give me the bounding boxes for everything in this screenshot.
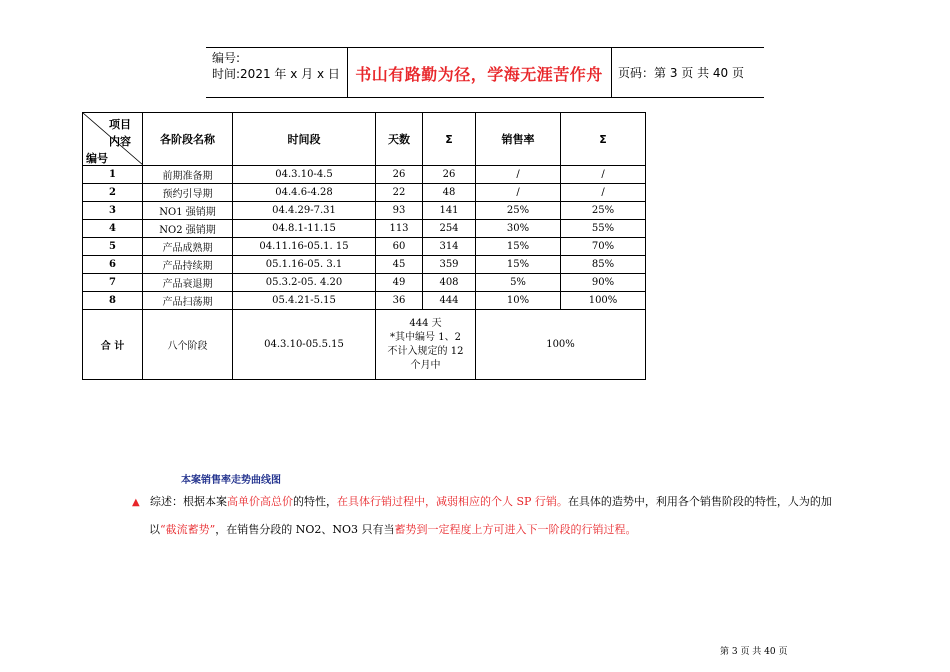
cell-days-sum: 26 [423, 166, 476, 184]
total-days-line: 444 天 [409, 317, 442, 329]
cell-row-number: 5 [83, 238, 143, 256]
total-label: 合 计 [83, 310, 143, 380]
cell-days-sum: 48 [423, 184, 476, 202]
cell-rate-sum: 90% [561, 274, 646, 292]
cell-stage-name: 产品衰退期 [143, 274, 233, 292]
table-body [83, 166, 646, 310]
header-number-label: 编号: [212, 51, 241, 65]
header-time-label: 时间:2021 年 x 月 x 日 [212, 67, 340, 81]
corner-item-label: 项目 [109, 118, 131, 131]
table-row [83, 220, 646, 238]
cell-days: 113 [376, 220, 423, 238]
page-footer: 第 3 页 共 40 页 [720, 647, 788, 657]
column-header-stage-name: 各阶段名称 [143, 113, 233, 166]
chart-title: 本案销售率走势曲线图 [181, 475, 281, 486]
cell-period: 04.8.1-11.15 [233, 220, 376, 238]
header-motto: 书山有路勤为径，学海无涯苦作舟 [355, 65, 603, 84]
cell-rate-sum: 85% [561, 256, 646, 274]
cell-row-number: 4 [83, 220, 143, 238]
table-total-row [83, 310, 646, 380]
total-rate: 100% [476, 310, 646, 380]
cell-period: 04.4.6-4.28 [233, 184, 376, 202]
cell-row-number: 3 [83, 202, 143, 220]
cell-days: 36 [376, 292, 423, 310]
bullet-triangle-icon: ▲ [132, 497, 140, 508]
cell-stage-name: 预约引导期 [143, 184, 233, 202]
cell-period: 04.3.10-4.5 [233, 166, 376, 184]
sales-stage-table [82, 112, 646, 380]
header-bottom-rule [206, 97, 764, 98]
cell-rate-sum: 25% [561, 202, 646, 220]
corner-content-label: 内容 [109, 135, 131, 148]
cell-stage-name: 前期准备期 [143, 166, 233, 184]
cell-days: 45 [376, 256, 423, 274]
summary-highlight: 蓄势到一定程度上方可进入下一阶段的行销过程。 [394, 523, 637, 536]
cell-days: 22 [376, 184, 423, 202]
cell-period: 04.11.16-05.1. 15 [233, 238, 376, 256]
summary-line-2 [132, 516, 892, 543]
cell-sales-rate: 15% [476, 256, 561, 274]
cell-row-number: 6 [83, 256, 143, 274]
table-row [83, 256, 646, 274]
cell-stage-name: 产品扫荡期 [143, 292, 233, 310]
header-top-rule [206, 47, 764, 48]
cell-rate-sum: / [561, 166, 646, 184]
cell-rate-sum: 70% [561, 238, 646, 256]
cell-days-sum: 444 [423, 292, 476, 310]
summary-highlight: 在具体行销过程中，减弱相应的个人 SP 行销。 [337, 495, 568, 508]
cell-stage-name: 产品成熟期 [143, 238, 233, 256]
table-corner-cell [83, 113, 143, 166]
cell-period: 05.1.16-05. 3.1 [233, 256, 376, 274]
cell-rate-sum: 100% [561, 292, 646, 310]
cell-days: 49 [376, 274, 423, 292]
cell-days-sum: 408 [423, 274, 476, 292]
summary-text: 在具体的造势中，利用各个销售阶段的特性，人为的加 [567, 495, 832, 508]
cell-sales-rate: 30% [476, 220, 561, 238]
column-header-days-sum: Σ [423, 113, 476, 166]
cell-days: 26 [376, 166, 423, 184]
cell-sales-rate: 5% [476, 274, 561, 292]
cell-period: 05.4.21-5.15 [233, 292, 376, 310]
total-period: 04.3.10-05.5.15 [233, 310, 376, 380]
cell-period: 04.4.29-7.31 [233, 202, 376, 220]
summary-paragraph [132, 488, 892, 543]
table-header-row [83, 113, 646, 166]
cell-row-number: 1 [83, 166, 143, 184]
cell-stage-name: NO2 强销期 [143, 220, 233, 238]
cell-sales-rate: 15% [476, 238, 561, 256]
header-meta [212, 50, 340, 82]
cell-stage-name: 产品持续期 [143, 256, 233, 274]
total-stage-name: 八个阶段 [143, 310, 233, 380]
cell-sales-rate: / [476, 166, 561, 184]
summary-text: 综述：根据本案 [150, 495, 227, 508]
header-divider-left [347, 47, 348, 97]
cell-sales-rate: 10% [476, 292, 561, 310]
table-row [83, 274, 646, 292]
header-divider-right [611, 47, 612, 97]
total-days-line: *其中编号 1、2 [390, 331, 461, 343]
column-header-period: 时间段 [233, 113, 376, 166]
table-row [83, 184, 646, 202]
summary-text: 以 [149, 523, 160, 536]
summary-highlight: “截流蓄势” [160, 523, 216, 536]
summary-highlight: 高单价高总价 [227, 495, 293, 508]
cell-days-sum: 254 [423, 220, 476, 238]
cell-period: 05.3.2-05. 4.20 [233, 274, 376, 292]
cell-days-sum: 314 [423, 238, 476, 256]
table-row [83, 202, 646, 220]
summary-text: ，在销售分段的 NO2、NO3 只有当 [215, 523, 395, 536]
cell-row-number: 7 [83, 274, 143, 292]
total-days-line: 不计入规定的 12 [387, 345, 464, 357]
column-header-rate-sum: Σ [561, 113, 646, 166]
cell-rate-sum: / [561, 184, 646, 202]
cell-days-sum: 141 [423, 202, 476, 220]
cell-stage-name: NO1 强销期 [143, 202, 233, 220]
table-row [83, 292, 646, 310]
table-row [83, 166, 646, 184]
cell-row-number: 8 [83, 292, 143, 310]
cell-days-sum: 359 [423, 256, 476, 274]
total-days-note [376, 310, 476, 380]
column-header-sales-rate: 销售率 [476, 113, 561, 166]
cell-rate-sum: 55% [561, 220, 646, 238]
cell-row-number: 2 [83, 184, 143, 202]
summary-text: 的特性， [293, 495, 337, 508]
total-days-line: 个月中 [410, 359, 441, 371]
summary-line-1 [132, 488, 892, 516]
cell-days: 60 [376, 238, 423, 256]
cell-days: 93 [376, 202, 423, 220]
cell-sales-rate: / [476, 184, 561, 202]
header-page-code: 页码：第 3 页 共 40 页 [618, 66, 744, 80]
column-header-days: 天数 [376, 113, 423, 166]
cell-sales-rate: 25% [476, 202, 561, 220]
corner-number-label: 编号 [86, 152, 108, 165]
table-row [83, 238, 646, 256]
